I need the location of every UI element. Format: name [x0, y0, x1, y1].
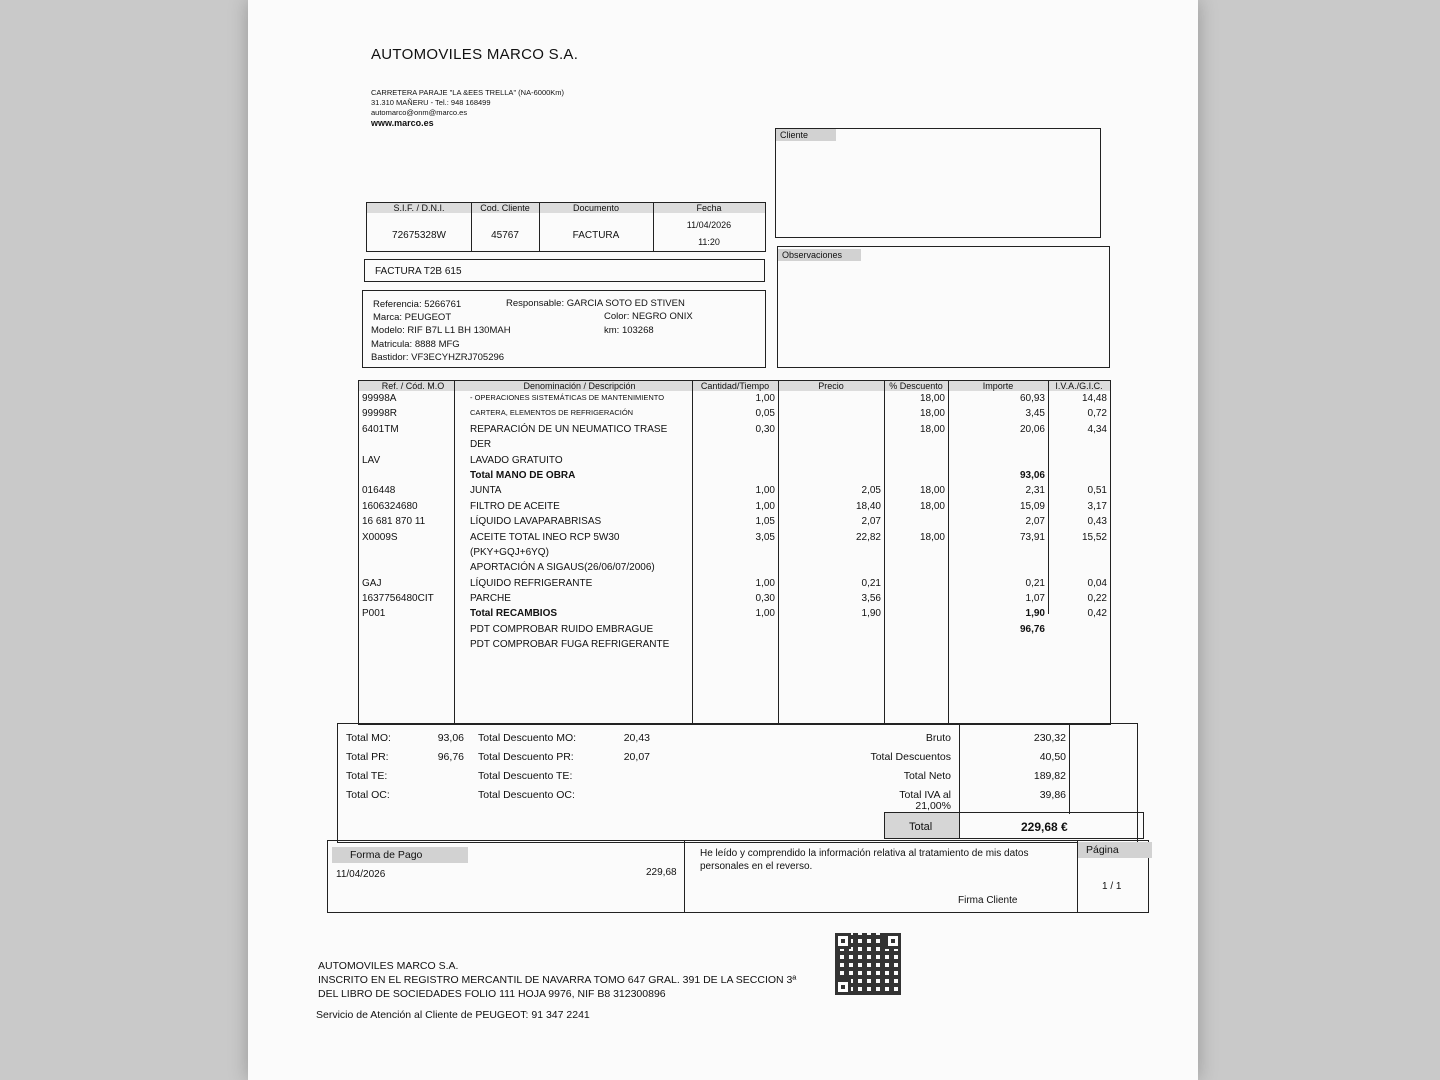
item-desc: LAVADO GRATUITO [470, 454, 563, 466]
totals_left-label: Total PR: [346, 751, 389, 763]
item-price [778, 393, 884, 408]
item-amount: 2,31 [1025, 485, 1045, 497]
item-ref: 99998R [362, 408, 398, 420]
item-amount [948, 439, 1048, 454]
item-disc [884, 562, 948, 577]
item-desc: PDT COMPROBAR FUGA REFRIGERANTE [470, 639, 670, 651]
item-desc: LÍQUIDO REFRIGERANTE [470, 577, 593, 589]
item-iva [1048, 470, 1110, 485]
items-table [358, 380, 1111, 725]
item-price: 3,56 [861, 593, 881, 605]
item-qty: 3,05 [755, 531, 775, 543]
item-disc [884, 455, 948, 470]
item-row [359, 578, 1110, 593]
totals_mid-value: 20,07 [623, 751, 650, 763]
item-amount: 20,06 [1019, 423, 1045, 435]
totals_right-label: Total IVA al [899, 789, 951, 801]
item-row [359, 639, 1110, 654]
item-row [359, 516, 1110, 531]
item-row [359, 608, 1110, 623]
invoice-ref: FACTURA T2B 615 [375, 266, 462, 277]
item-desc: DER [470, 439, 492, 451]
totals_left-value: 93,06 [437, 732, 464, 744]
grand-total-value: 229,68 € [1021, 820, 1068, 834]
item-desc: Total RECAMBIOS [470, 608, 558, 620]
item-price [778, 562, 884, 577]
totals_left-value: 96,76 [437, 751, 464, 763]
item-disc: 18,00 [919, 408, 945, 420]
item-disc: 18,00 [919, 500, 945, 512]
item-ref [359, 624, 467, 639]
item-qty: 1,00 [755, 393, 775, 404]
totals_mid-label: Total Descuento MO: [478, 732, 577, 744]
item-qty: 1,00 [755, 485, 775, 497]
totals_mid-label: Total Descuento OC: [478, 789, 575, 801]
item-iva: 0,22 [1087, 593, 1107, 605]
item-desc: FILTRO DE ACEITE [470, 500, 560, 512]
company-name: AUTOMOVILES MARCO S.A. [371, 46, 579, 63]
totals_right-label2: 21,00% [915, 800, 951, 812]
totals_mid-value: 20,43 [623, 732, 650, 744]
item-price [778, 408, 884, 423]
item-qty [692, 624, 778, 639]
totals_right-label: Total Descuentos [870, 751, 951, 763]
footer-registry: INSCRITO EN EL REGISTRO MERCANTIL DE NAVARRA TOMO 647 GRAL. 391 DE LA SECCION 3ª [318, 974, 797, 986]
item-qty [692, 547, 778, 562]
item-row [359, 393, 1110, 408]
footer-table [327, 840, 1149, 913]
invoice-ref-box [364, 259, 765, 282]
item-disc: 18,00 [919, 423, 945, 435]
item-qty: 0,30 [755, 423, 775, 435]
page-label: Página [1078, 842, 1152, 858]
col-document: Documento [539, 203, 654, 213]
item-price: 18,40 [855, 500, 881, 512]
item-amount [948, 547, 1048, 562]
col-quantity: Cantidad/Tiempo [692, 381, 779, 391]
client-box [775, 128, 1101, 238]
item-disc: 18,00 [919, 393, 945, 404]
item-amount: 60,93 [1019, 393, 1045, 404]
item-price [778, 439, 884, 454]
item-ref: X0009S [362, 531, 398, 543]
item-ref: 99998A [362, 393, 397, 404]
totals_right-label: Bruto [925, 732, 951, 744]
item-row [359, 624, 1110, 639]
item-amount: 96,76 [1019, 623, 1045, 635]
item-desc: JUNTA [470, 485, 502, 497]
item-qty [692, 470, 778, 485]
item-iva: 0,51 [1087, 485, 1107, 497]
item-row [359, 562, 1110, 577]
item-row [359, 485, 1110, 500]
item-price [778, 547, 884, 562]
item-price [778, 470, 884, 485]
col-amount: Importe [948, 381, 1049, 391]
client-label: Cliente [776, 129, 836, 141]
vehicle-box [362, 290, 766, 368]
item-desc: CARTERA, ELEMENTOS DE REFRIGERACIÓN [470, 408, 634, 418]
vehicle-referencia: Referencia: 5266761 [373, 299, 462, 310]
document-value: FACTURA [572, 230, 620, 241]
item-price [778, 624, 884, 639]
payment-label: Forma de Pago [332, 847, 468, 863]
col-description: Denominación / Descripción [467, 381, 693, 391]
footer-folio: DEL LIBRO DE SOCIEDADES FOLIO 111 HOJA 9976, NIF B8 312300896 [318, 988, 666, 1000]
vehicle-km: km: 103268 [604, 325, 654, 336]
totals_mid-label: Total Descuento PR: [478, 751, 574, 763]
totals_right-value: 189,82 [1033, 770, 1066, 782]
vehicle-matricula: Matricula: 8888 MFG [371, 339, 460, 350]
vehicle-marca: Marca: PEUGEOT [373, 312, 452, 323]
item-ref: 6401TM [362, 423, 399, 435]
legal-footer [318, 959, 796, 1001]
footer-company: AUTOMOVILES MARCO S.A. [318, 960, 459, 972]
item-row [359, 532, 1110, 547]
col-client-code: Cod. Cliente [471, 203, 540, 213]
item-desc: REPARACIÓN DE UN NEUMATICO TRASE [470, 423, 668, 435]
item-iva: 14,48 [1081, 393, 1107, 404]
item-desc: - OPERACIONES SISTEMÁTICAS DE MANTENIMIENTO [470, 393, 665, 402]
email-line: automarco@onm@marco.es [371, 108, 468, 117]
totals_right-label: Total Neto [903, 770, 951, 782]
item-ref: 16 681 870 11 [362, 516, 426, 528]
item-amount: 0,21 [1025, 577, 1045, 589]
item-ref: 016448 [362, 485, 396, 497]
website: www.marco.es [371, 118, 434, 128]
qr-code-icon [835, 933, 901, 995]
item-iva: 3,17 [1087, 500, 1107, 512]
item-disc [884, 547, 948, 562]
client-code-value: 45767 [491, 230, 519, 241]
document-header-table [366, 202, 766, 252]
item-price: 0,21 [861, 577, 881, 589]
item-ref [359, 639, 467, 654]
item-desc: LÍQUIDO LAVAPARABRISAS [470, 516, 602, 528]
item-row [359, 547, 1110, 562]
payment-amount: 229,68 [646, 867, 677, 878]
item-qty: 0,05 [755, 408, 775, 420]
item-ref [359, 547, 467, 562]
item-iva [1048, 624, 1110, 639]
item-price: 22,82 [855, 531, 881, 543]
item-price: 1,90 [861, 608, 881, 620]
address-line: CARRETERA PARAJE "LA &EES TRELLA" (NA-6000Km) [371, 88, 565, 97]
item-qty [692, 562, 778, 577]
item-desc: PARCHE [470, 593, 511, 605]
item-disc [884, 470, 948, 485]
item-disc [884, 639, 948, 654]
item-row [359, 439, 1110, 454]
date-value: 11/04/2026 [686, 220, 732, 230]
item-row [359, 501, 1110, 516]
item-desc: Total MANO DE OBRA [470, 469, 576, 481]
item-qty [692, 455, 778, 470]
item-iva: 4,34 [1087, 423, 1107, 435]
item-disc [884, 593, 948, 608]
item-price [778, 639, 884, 654]
item-iva [1048, 455, 1110, 470]
item-amount: 1,90 [1025, 608, 1045, 620]
item-disc [884, 578, 948, 593]
totals_right-value: 230,32 [1033, 732, 1066, 744]
item-qty: 1,00 [755, 608, 775, 620]
col-discount: % Descuento [884, 381, 949, 391]
item-ref [359, 470, 467, 485]
item-ref: P001 [362, 608, 386, 620]
vehicle-bastidor: Bastidor: VF3ECYHZRJ705296 [371, 352, 505, 363]
col-nif: S.I.F. / D.N.I. [367, 203, 472, 213]
item-desc: ACEITE TOTAL INEO RCP 5W30 [470, 531, 620, 543]
item-amount: 73,91 [1019, 531, 1045, 543]
item-qty [692, 439, 778, 454]
item-qty [692, 639, 778, 654]
items-body [359, 393, 1110, 655]
item-ref: GAJ [362, 577, 382, 589]
observations-label: Observaciones [778, 249, 861, 261]
customer-service: Servicio de Atención al Cliente de PEUGEOT: 91 347 2241 [316, 1009, 590, 1021]
phone-line: 31.310 MAÑERU - Tel.: 948 168499 [371, 98, 491, 107]
col-iva: I.V.A./G.I.C. [1048, 381, 1110, 391]
item-row [359, 424, 1110, 439]
item-desc: (PKY+GQJ+6YQ) [470, 546, 549, 558]
item-row [359, 408, 1110, 423]
privacy-text: He leído y comprendido la información relativa al tratamiento de mis datos personales en el reverso. [700, 848, 1029, 872]
item-amount: 15,09 [1019, 500, 1045, 512]
item-disc: 18,00 [919, 531, 945, 543]
item-amount [948, 455, 1048, 470]
item-ref: LAV [362, 454, 381, 466]
page-value: 1 / 1 [1102, 881, 1122, 892]
item-desc: APORTACIÓN A SIGAUS(26/06/07/2006) [470, 562, 655, 574]
col-date: Fecha [653, 203, 765, 213]
item-row [359, 593, 1110, 608]
vehicle-responsable: Responsable: GARCIA SOTO ED STIVEN [506, 298, 685, 309]
totals_right-value: 39,86 [1039, 789, 1066, 801]
item-price [778, 455, 884, 470]
observations-box [777, 246, 1110, 368]
item-amount: 93,06 [1019, 469, 1045, 481]
item-price: 2,07 [861, 516, 881, 528]
item-ref [359, 562, 467, 577]
item-ref: 1637756480CIT [362, 593, 434, 605]
grand-total-box [884, 812, 1144, 839]
item-qty: 1,00 [755, 500, 775, 512]
item-disc [884, 624, 948, 639]
payment-date: 11/04/2026 [336, 869, 386, 880]
company-address [371, 88, 564, 128]
signature-label: Firma Cliente [958, 895, 1018, 906]
item-iva: 0,04 [1087, 577, 1107, 589]
totals_mid-label: Total Descuento TE: [478, 770, 573, 782]
item-qty: 0,30 [755, 593, 775, 605]
item-ref: 1606324680 [362, 500, 418, 512]
totals_left-label: Total TE: [346, 770, 388, 782]
item-disc: 18,00 [919, 485, 945, 497]
item-ref [359, 439, 467, 454]
item-iva: 0,43 [1087, 516, 1107, 528]
item-amount [948, 639, 1048, 654]
col-price: Precio [778, 381, 885, 391]
item-price: 2,05 [861, 485, 881, 497]
item-iva [1048, 562, 1110, 577]
item-amount: 1,07 [1025, 593, 1045, 605]
item-amount: 3,45 [1025, 408, 1045, 420]
item-row [359, 470, 1110, 485]
item-price [778, 424, 884, 439]
item-amount [948, 562, 1048, 577]
totals_left-label: Total OC: [346, 789, 390, 801]
vehicle-color: Color: NEGRO ONIX [604, 311, 693, 322]
item-disc [884, 516, 948, 531]
totals_right-value: 40,50 [1039, 751, 1066, 763]
item-desc: PDT COMPROBAR RUIDO EMBRAGUE [470, 623, 654, 635]
item-disc [884, 608, 948, 623]
item-iva [1048, 439, 1110, 454]
item-iva [1048, 639, 1110, 654]
item-qty: 1,05 [755, 516, 775, 528]
nif-value: 72675328W [392, 230, 446, 241]
item-row [359, 455, 1110, 470]
item-iva [1048, 547, 1110, 562]
item-iva: 15,52 [1081, 531, 1107, 543]
totals_left-label: Total MO: [346, 732, 391, 744]
vehicle-modelo: Modelo: RIF B7L L1 BH 130MAH [371, 325, 511, 336]
time-value: 11:20 [698, 237, 720, 247]
item-iva: 0,72 [1087, 408, 1107, 420]
grand-total-label: Total [909, 821, 933, 833]
item-iva: 0,42 [1087, 608, 1107, 620]
item-amount: 2,07 [1025, 516, 1045, 528]
col-ref: Ref. / Cód. M.O [359, 381, 468, 391]
item-disc [884, 439, 948, 454]
item-qty: 1,00 [755, 577, 775, 589]
